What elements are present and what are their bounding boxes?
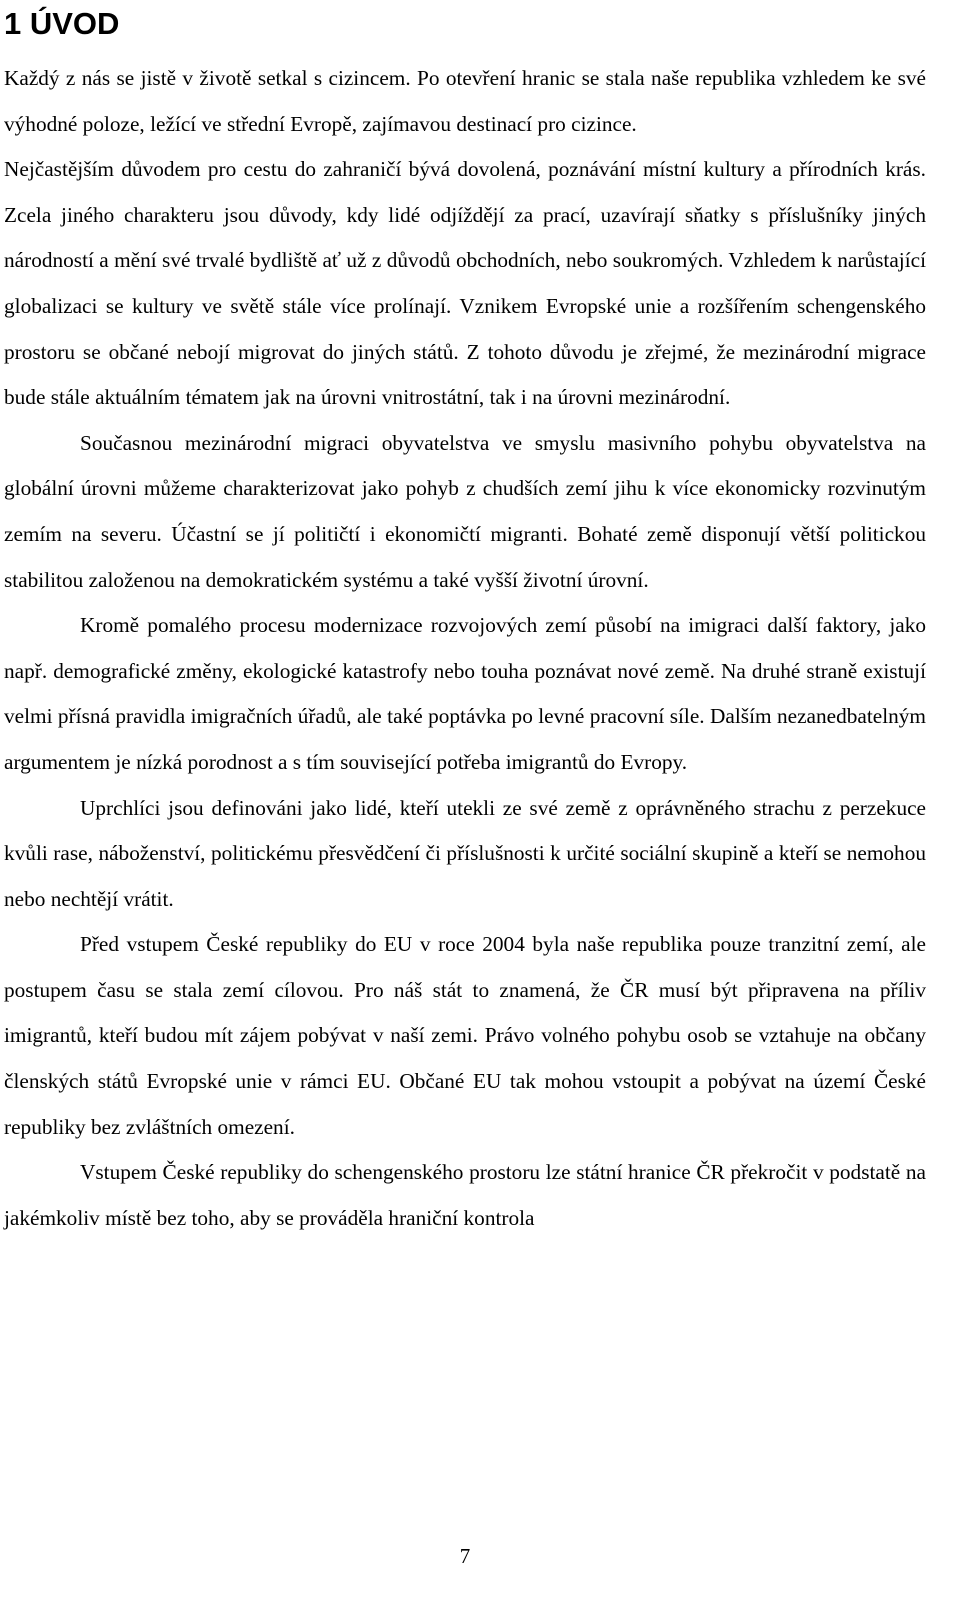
paragraph-6: Před vstupem České republiky do EU v roce 2004 byla naše republika pouze tranzitní zemí, ale postupem času se stala zemí cílovou. Pro náš stát to znamená, že ČR musí být připravena na příliv imigrantů, kteří budou mít zájem pobývat v naší zemi. Právo volného pohybu osob se vztahuje na občany členských států Evropské unie v rámci EU. Občané EU tak mohou vstoupit a pobývat na území České republiky bez zvláštních omezení. <box>4 932 926 1139</box>
paragraph-3: Současnou mezinárodní migraci obyvatelstva ve smyslu masivního pohybu obyvatelstva na globální úrovni můžeme charakterizovat jako pohyb z chudších zemí jihu k více ekonomicky rozvinutým zemím na severu. Účastní se jí političtí i ekonomičtí migranti. Bohaté země disponují větší politickou stabilitou založenou na demokratickém systému a také vyšší životní úrovní. <box>4 430 926 592</box>
paragraph-7: Vstupem České republiky do schengenského prostoru lze státní hranice ČR překročit v podstatě na jakémkoliv místě bez toho, aby se prováděla hraniční kontrola <box>4 1160 926 1230</box>
paragraph-4: Kromě pomalého procesu modernizace rozvojových zemí působí na imigraci další faktory, jako např. demografické změny, ekologické katastrofy nebo touha poznávat nové země. Na druhé straně existují velmi přísná pravidla imigračních úřadů, ale také poptávka po levné pracovní síle. Dalším nezanedbatelným argumentem je nízká porodnost a s tím související potřeba imigrantů do Evropy. <box>4 613 926 774</box>
paragraph-5: Uprchlíci jsou definováni jako lidé, kteří utekli ze své země z oprávněného strachu z perzekuce kvůli rase, náboženství, politickému přesvědčení či příslušnosti k určité sociální skupině a kteří se nemohou nebo nechtějí vrátit. <box>4 795 926 911</box>
chapter-heading: 1 ÚVOD <box>4 6 120 41</box>
body-text <box>4 56 926 1241</box>
paragraph-1: Každý z nás se jistě v životě setkal s cizincem. Po otevření hranic se stala naše republika vzhledem ke své výhodné poloze, ležící ve střední Evropě, zajímavou destinací pro cizince. <box>4 66 926 136</box>
page-number: 7 <box>459 1544 471 1568</box>
paragraph-2: Nejčastějším důvodem pro cestu do zahraničí bývá dovolená, poznávání místní kultury a přírodních krás. Zcela jiného charakteru jsou důvody, kdy lidé odjíždějí za prací, uzavírají sňatky s příslušníky jiných národností a mění své trvalé bydliště ať už z důvodů obchodních, nebo soukromých. Vzhledem k narůstající globalizaci se kultury ve světě stále více prolínají. Vznikem Evropské unie a rozšířením schengenského prostoru se občané nebojí migrovat do jiných států. Z tohoto důvodu je zřejmé, že mezinárodní migrace bude stále aktuálním tématem jak na úrovni vnitrostátní, tak i na úrovni mezinárodní. <box>4 157 926 410</box>
